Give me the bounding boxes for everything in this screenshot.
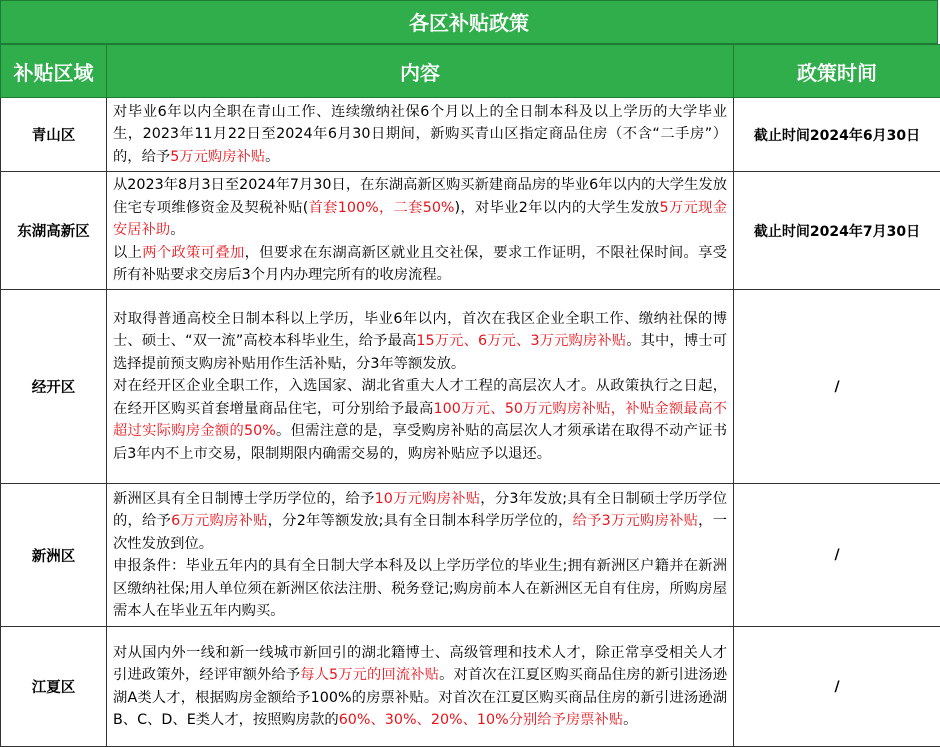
content-text: 。对首次在江夏区购买商品住房的新引进汤逊湖A类人才，根据购房金额给予100%的房票补贴。对首次在江夏区购买商品住房的新引进汤逊湖B、C、D、E类人才，按照购房款的 <box>113 667 727 728</box>
content-text: ，分3年发放;具有全日制硕士学历学位的，给予 <box>113 491 727 530</box>
content-text: 。 <box>265 149 279 165</box>
row-area: 东湖高新区 <box>1 172 107 290</box>
header-time: 政策时间 <box>734 45 940 98</box>
page-title: 各区补贴政策 <box>0 0 938 44</box>
highlight-text: 5万元购房补贴 <box>170 149 265 165</box>
row-time: 截止时间2024年6月30日 <box>734 98 940 172</box>
highlight-text: 60%、30%、20%、10%分别给予房票补贴 <box>339 712 623 728</box>
content-text: 以上 <box>113 245 142 261</box>
row-area: 经开区 <box>1 290 107 484</box>
table-row <box>1 172 940 290</box>
row-content <box>107 627 734 747</box>
content-text: 新洲区具有全日制博士学历学位的，给予 <box>113 491 375 507</box>
content-paragraph <box>113 488 727 556</box>
highlight-text: 100万元、50万元购房补贴，补贴金额最高不超过实际购房金额的50% <box>113 401 727 440</box>
content-text: 。其中，博士可选择提前预支购房补贴用作生活补贴，分3年等额发放。 <box>113 333 727 372</box>
row-time: / <box>734 627 940 747</box>
table-row <box>1 484 940 627</box>
content-text: 从2023年8月3日至2024年7月30日，在东湖高新区购买新建商品房的毕业6年以内的大学生发放住宅专项维修资金及契税补贴( <box>113 177 727 216</box>
row-time: 截止时间2024年7月30日 <box>734 172 940 290</box>
content-text: 。 <box>623 712 637 728</box>
content-text: 。 <box>170 222 184 238</box>
row-content <box>107 484 734 627</box>
table-row <box>1 98 940 172</box>
header-row <box>1 45 940 98</box>
content-text: 。但需注意的是，享受购房补贴的高层次人才须承诺在取得不动产证书后3年内不上市交易，限制期限内确需交易的，购房补贴应予以退还。 <box>113 423 727 462</box>
row-time: / <box>734 290 940 484</box>
header-area: 补贴区域 <box>1 45 107 98</box>
content-paragraph <box>113 642 727 732</box>
highlight-text: 首套100%，二套50% <box>308 200 454 216</box>
row-time: / <box>734 484 940 627</box>
header-content: 内容 <box>107 45 734 98</box>
highlight-text: 10万元购房补贴 <box>375 491 481 507</box>
content-text: ，一次性发放到位。 <box>113 513 727 552</box>
row-content <box>107 290 734 484</box>
content-text: 对取得普通高校全日制本科以上学历，毕业6年以内，首次在我区企业全职工作、缴纳社保的博士、硕士、“双一流”高校本科毕业生，给予最高 <box>113 311 727 350</box>
content-text: 对毕业6年以内全职在青山工作、连续缴纳社保6个月以上的全日制本科及以上学历的大学毕业生，2023年11月22日至2024年6月30日期间，新购买青山区指定商品住房（不含“二手房”）的，给予 <box>113 104 727 165</box>
row-area: 新洲区 <box>1 484 107 627</box>
row-content <box>107 98 734 172</box>
content-paragraph <box>113 375 727 465</box>
row-area: 江夏区 <box>1 627 107 747</box>
content-text: )，对毕业2年以内的大学生发放 <box>455 200 660 216</box>
highlight-text: 15万元、6万元、3万元购房补贴 <box>416 333 626 349</box>
content-paragraph <box>113 555 727 623</box>
content-text: 申报条件：毕业五年内的具有全日制大学本科及以上学历学位的毕业生;拥有新洲区户籍并在新洲区缴纳社保;用人单位须在新洲区依法注册、税务登记;购房前本人在新洲区无自有住房，所购房屋需本人在毕业五年内购买。 <box>113 558 727 619</box>
policy-table <box>0 44 940 747</box>
content-text: ，分2年等额发放;具有全日制本科学历学位的， <box>268 513 573 529</box>
highlight-text: 每人5万元的回流补贴 <box>300 667 439 683</box>
content-text: 对在经开区企业全职工作，入选国家、湖北省重大人才工程的高层次人才。从政策执行之日起，在经开区购买首套增量商品住宅，可分别给予最高 <box>113 378 727 417</box>
content-paragraph <box>113 174 727 242</box>
highlight-text: 6万元购房补贴 <box>171 513 268 529</box>
content-text: ，但要求在东湖高新区就业且交社保，要求工作证明，不限社保时间。享受所有补贴要求交房后3个月内办理完所有的收房流程。 <box>113 245 727 284</box>
content-paragraph <box>113 242 727 287</box>
row-content <box>107 172 734 290</box>
table-row <box>1 290 940 484</box>
highlight-text: 两个政策可叠加 <box>142 245 244 261</box>
row-area: 青山区 <box>1 98 107 172</box>
highlight-text: 5万元现金安居补助 <box>113 200 727 239</box>
highlight-text: 给予3万元购房补贴 <box>573 513 699 529</box>
content-paragraph <box>113 308 727 376</box>
content-text: 对从国内外一线和新一线城市新回引的湖北籍博士、高级管理和技术人才，除正常享受相关人才引进政策外，经评审额外给予 <box>113 645 727 684</box>
table-row <box>1 627 940 747</box>
content-paragraph <box>113 101 727 169</box>
